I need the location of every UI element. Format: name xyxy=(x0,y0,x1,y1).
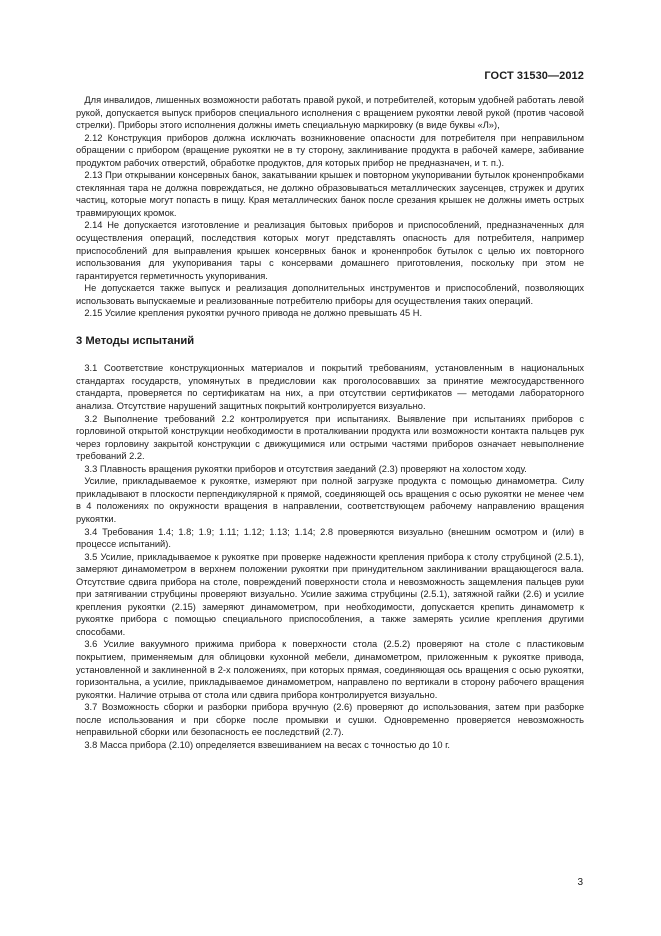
body-text xyxy=(76,94,584,751)
page-number: 3 xyxy=(577,877,583,888)
paragraph: 2.14 Не допускается изготовление и реализация бытовых приборов и приспособлений, предназначенных для осуществления операций, последствия которых могут представлять опасность для потребителя, например приспособлений для выправления крышек консервных банок и кроненпробок бутылок с целью их повторного использования для укупоривания тары с консервами домашнего приготовления, поскольку при этом не гарантируется герметичность укупоривания. xyxy=(76,220,584,281)
paragraph: 3.8 Масса прибора (2.10) определяется взвешиванием на весах с точностью до 10 г. xyxy=(84,739,450,750)
paragraph: 3.1 Соответствие конструкционных материалов и покрытий требованиям, установленным в национальных стандартах государств, упомянутых в предисловии как проголосовавших за принятие межгосударственного стандарта, проверяется по сертификатам на них, а при отсутствии сертификатов — методами лабораторного анализа. Отсутствие нарушений защитных покрытий контролируется визуально. xyxy=(76,363,584,412)
section-heading: 3 Методы испытаний xyxy=(76,334,195,347)
paragraph: Для инвалидов, лишенных возможности работать правой рукой, и потребителей, которым удобней работать левой рукой, допускается выпуск приборов специального исполнения с вращением рукоятки левой рукой (против часовой стрелки). Приборы этого исполнения должны иметь специальную маркировку (в виде буквы «Л»), xyxy=(76,95,584,131)
paragraph: 3.5 Усилие, прикладываемое к рукоятке при проверке надежности крепления прибора к столу струбциной (2.5.1), замеряют динамометром в верхнем положении рукоятки при принудительном заклинивании вращающегося вала. Отсутствие сдвига прибора на столе, повреждений поверхности стола и невозможность защемления пальцев руки при затягивании струбцины проверяют визуально. Усилие зажима струбцины (2.5.1), затяжной гайки (2.6) и усилие крепления рукоятки (2.15) замеряют динамометром, при необходимости, допускается крепить динамометр к рукоятке прибора с помощью специального приспособления, а также замерять усилие крепления другими способами. xyxy=(76,551,584,637)
document-id-header: ГОСТ 31530—2012 xyxy=(484,70,584,82)
paragraph: 2.12 Конструкция приборов должна исключать возникновение опасности для потребителя при неправильном обращении с прибором (вращение рукоятки не в ту сторону, заклинивание продукта в рабочей камере, забивание продуктом рабочих отверстий, обработке продуктов, для которых прибор не предназначен, и т. п.). xyxy=(76,132,584,168)
paragraph: 3.7 Возможность сборки и разборки прибора вручную (2.6) проверяют до использования, затем при разборке после использования и при сборке после промывки и сушки. Одновременно проверяется невозможность неправильной сборки или безопасность ее последствий (2.7). xyxy=(76,702,584,738)
paragraph: 2.15 Усилие крепления рукоятки ручного привода не должно превышать 45 Н. xyxy=(84,308,423,319)
paragraph: 2.13 При открывании консервных банок, закатывании крышек и повторном укупоривании бутылок кроненпробками стеклянная тара не должна повреждаться, не должно образовываться металлических заусенцев, стружек и других частиц, которые могут попасть в пищу. Края металлических банок после срезания крышек не должны иметь острых травмирующих кромок. xyxy=(76,170,584,218)
paragraph: 3.6 Усилие вакуумного прижима прибора к поверхности стола (2.5.2) проверяют на столе с пластиковым покрытием, применяемым для облицовки кухонной мебели, динамометром, приложенным к рукоятке привода, установленной и заклиненной в 2-х положениях, при которых прямая, соединяющая ось вращения с осью рукоятки, горизонтальна, а усилие, прикладываемое динамометром, направлено по вертикали в сторону рабочего вращения рукоятки. Наличие отрыва от стола или сдвига прибора контролируется визуально. xyxy=(76,639,584,700)
paragraph: Усилие, прикладываемое к рукоятке, измеряют при полной загрузке продукта с помощью динамометра. Силу прикладывают в плоскости перпендикулярной к прямой, соединяющей ось вращения с осью рукоятки не менее чем в 4 положениях по окружности вращения в направлении, соответствующем рабочему направлению вращения рукоятки. xyxy=(76,476,584,524)
paragraph: 3.2 Выполнение требований 2.2 контролируется при испытаниях. Выявление при испытаниях приборов с горловиной открытой конструкции необходимости в проталкивании продукта или возможности контакта пальцев рук через горловину закрытой конструкции с движущимися или острыми частями приборов означает невыполнение требований 2.2. xyxy=(76,413,584,462)
paragraph: Не допускается также выпуск и реализация дополнительных инструментов и приспособлений, позволяющих использовать выпускаемые и реализованные потребителю приборы для осуществления таких операций. xyxy=(76,283,584,306)
paragraph: 3.4 Требования 1.4; 1.8; 1.9; 1.11; 1.12; 1.13; 1.14; 2.8 проверяются визуально (внешним осмотром и (или) в процессе испытаний). xyxy=(76,526,584,550)
paragraph: 3.3 Плавность вращения рукоятки приборов и отсутствия заеданий (2.3) проверяют на холостом ходу. xyxy=(84,463,527,474)
